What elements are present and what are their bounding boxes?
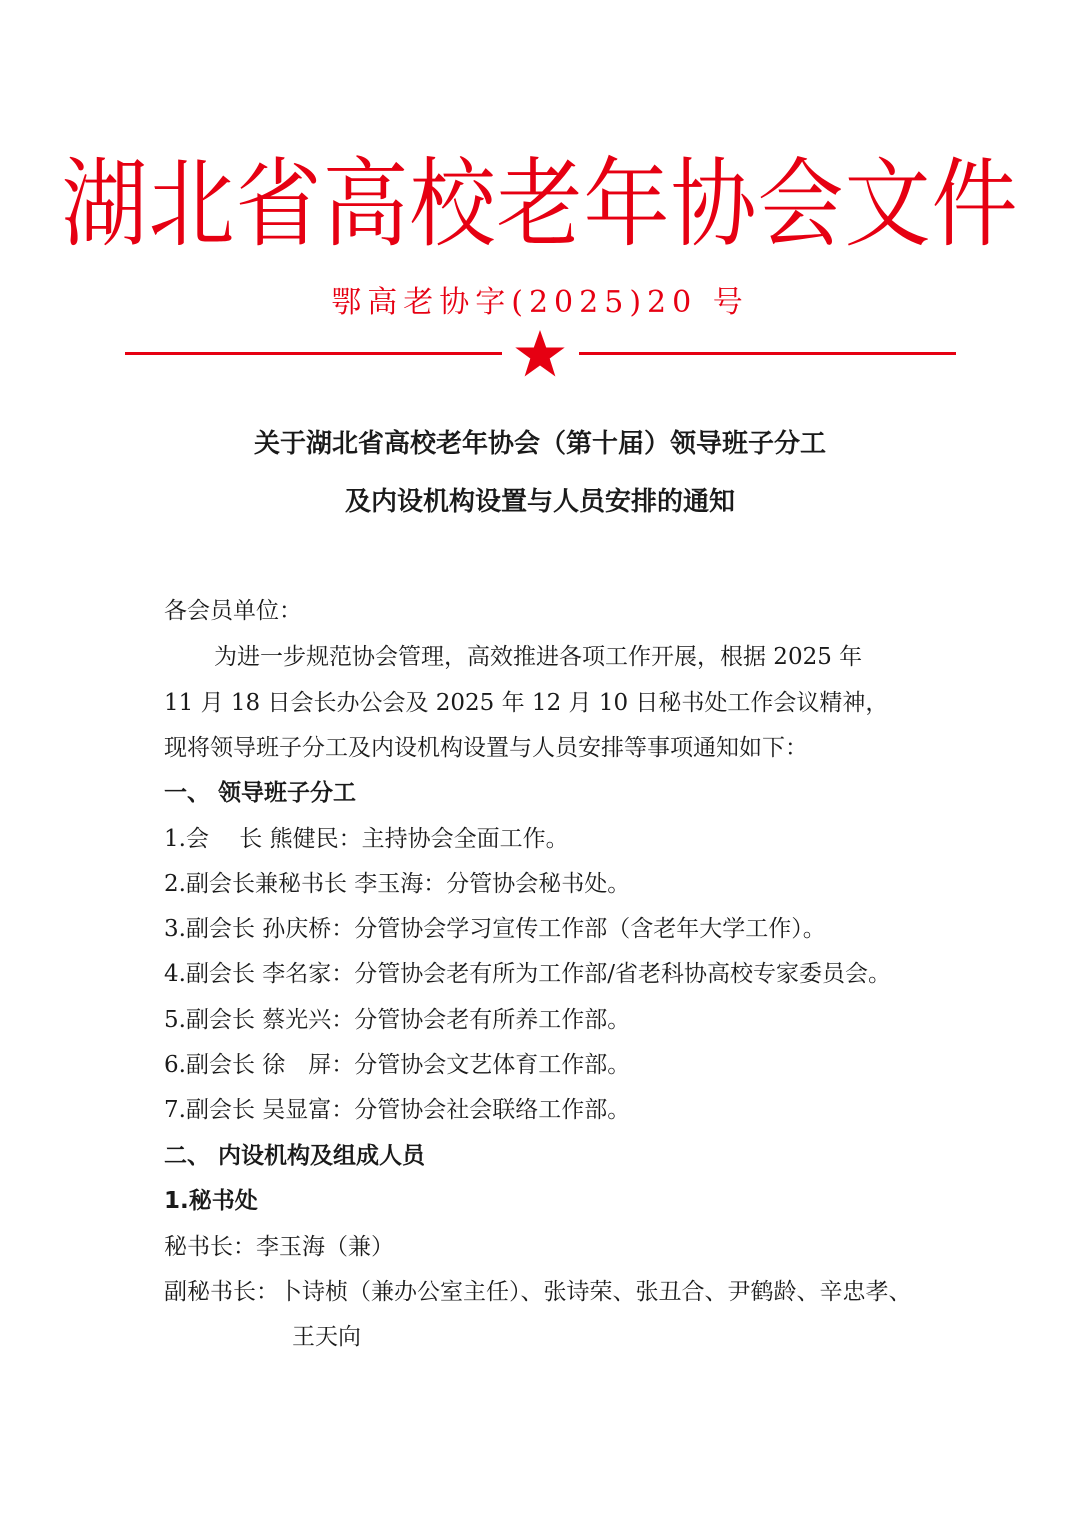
notice-title-line-2: 及内设机构设置与人员安排的通知: [344, 487, 735, 517]
red-divider-right: [579, 352, 956, 355]
red-divider-left: [125, 352, 502, 355]
star-icon: [514, 328, 566, 380]
deputy-secretaries-line: 王天向: [292, 1324, 361, 1350]
organization-title: 湖北省高校老年协会文件: [61, 149, 1019, 261]
document-number: 鄂高老协字(2025)20 号: [331, 285, 749, 320]
section-heading-internal-organs: 二、 内设机构及组成人员: [164, 1143, 426, 1169]
leadership-item: 7.副会长 吴显富：分管协会社会联络工作部。: [164, 1097, 631, 1123]
leadership-item: 5.副会长 蔡光兴：分管协会老有所养工作部。: [164, 1007, 631, 1033]
leadership-item: 3.副会长 孙庆桥：分管协会学习宣传工作部（含老年大学工作）。: [164, 916, 826, 942]
leadership-item: 6.副会长 徐 屏：分管协会文艺体育工作部。: [164, 1052, 631, 1078]
leadership-item: 1.会 长 熊健民：主持协会全面工作。: [164, 826, 569, 852]
intro-paragraph-line: 现将领导班子分工及内设机构设置与人员安排等事项通知如下：: [164, 735, 808, 761]
subsection-heading-secretariat: 1.秘书处: [164, 1188, 258, 1214]
deputy-secretaries-line: 副秘书长：卜诗桢（兼办公室主任）、张诗荣、张丑合、尹鹤龄、辛忠孝、: [164, 1279, 912, 1305]
leadership-item: 4.副会长 李名家：分管协会老有所为工作部/省老科协高校专家委员会。: [164, 961, 892, 987]
notice-title-line-1: 关于湖北省高校老年协会（第十届）领导班子分工: [253, 429, 826, 459]
secretary-general-line: 秘书长：李玉海（兼）: [164, 1234, 394, 1260]
intro-paragraph-line: 为进一步规范协会管理，高效推进各项工作开展，根据 2025 年: [214, 644, 863, 670]
section-heading-leadership: 一、 领导班子分工: [164, 780, 357, 806]
salutation: 各会员单位：: [164, 598, 302, 624]
leadership-item: 2.副会长兼秘书长 李玉海：分管协会秘书处。: [164, 871, 631, 897]
intro-paragraph-line: 11 月 18 日会长办公会及 2025 年 12 月 10 日秘书处工作会议精神，: [164, 690, 889, 716]
